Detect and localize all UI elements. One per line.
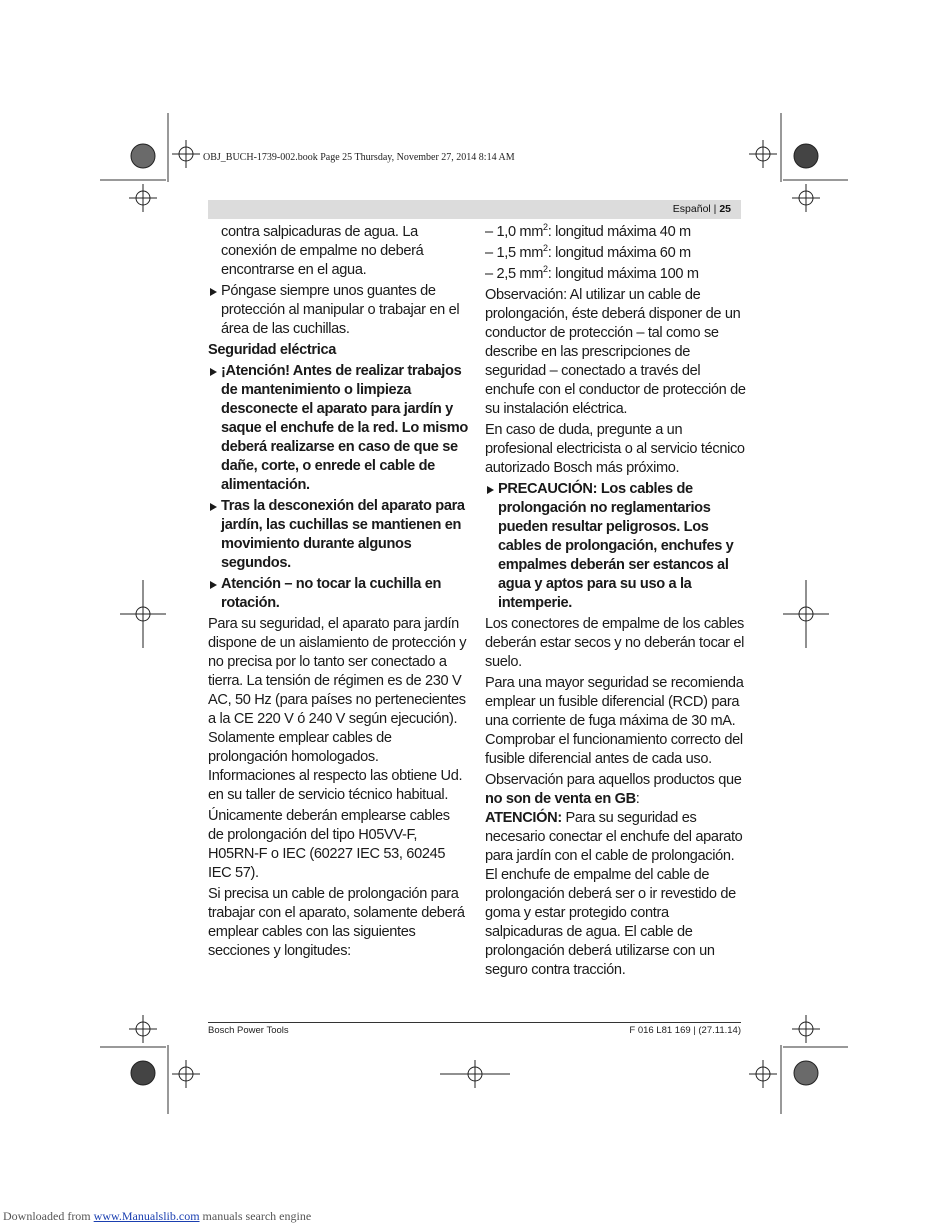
cable-types-paragraph: Únicamente deberán emplearse cables de prolongación del tipo H05VV-F, H05RN-F o IEC (60227 IEC 53, 60245 IEC 57). <box>208 808 450 881</box>
continuation-paragraph: contra salpicaduras de agua. La conexión de empalme no deberá encontrarse en el agua. <box>221 224 424 278</box>
footer-doc-number: F 016 L81 169 | (27.11.14) <box>629 1025 741 1036</box>
gloves-bullet: Póngase siempre unos guantes de protección al manipular o trabajar en el área de las cuchillas. <box>208 282 468 339</box>
extension-observation-paragraph: Observación: Al utilizar un cable de prolongación, éste deberá disponer de un conductor de protección – tal como se describe en las prescripciones de seguridad – conectado a través del enchufe con el conductor de protección de su instalación eléctrica. <box>485 287 746 417</box>
sections-paragraph: Si precisa un cable de prolongación para trabajar con el aparato, solamente deberá emplear cables con las siguientes secciones y longitudes: <box>208 886 465 959</box>
rcd-paragraph: Para una mayor seguridad se recomienda emplear un fusible diferencial (RCD) para una corriente de fuga máxima de 30 mA. Comprobar el funcionamiento correcto del fusible diferencial antes de cada uso. <box>485 675 744 767</box>
attention-paragraph: ATENCIÓN: Para su seguridad es necesario conectar el enchufe del aparato para jardín con el cable de prolongación. El enchufe de empalme del cable de prolongación deberá ser o ir revestido de goma y estar protegido contra salpicaduras de agua. El cable de prolongación deberá utilizarse con un seguro contra tracción. <box>485 810 743 978</box>
book-line: OBJ_BUCH-1739-002.book Page 25 Thursday, November 27, 2014 8:14 AM <box>203 152 515 163</box>
section-item: – 1,0 $mm^2$: longitud máxima 40 m <box>485 222 691 240</box>
safety-paragraph: Para su seguridad, el aparato para jardín dispone de un aislamiento de protección y no precisa por lo tanto ser conectado a tierra. La tensión de régimen es de 230 V AC, 50 Hz (para países no pertenecientes a la CE 220 V ó 240 V según ejecución). Solamente emplear cables de prolongación homologados. Informaciones al respecto las obtiene Ud. en su taller de servicio técnico habitual. <box>208 616 467 803</box>
footer-brand: Bosch Power Tools <box>208 1025 289 1036</box>
footer-divider <box>208 1022 741 1023</box>
gb-observation-paragraph: Observación para aquellos productos que no son de venta en GB: <box>485 772 742 807</box>
section-item: – 2,5 $mm^2$: longitud máxima 100 m <box>485 264 699 282</box>
doubt-paragraph: En caso de duda, pregunte a un profesional electricista o al servicio técnico autorizado Bosch más próximo. <box>485 422 745 476</box>
maintenance-warning-bullet: ¡Atención! Antes de realizar trabajos de mantenimiento o limpieza desconecte el aparato para jardín y saque el enchufe de la red. Lo mismo deberá realizarse en caso de que se dañe, corte, o enrede el cable de alimentación. <box>208 362 468 495</box>
manualslib-link[interactable]: www.Manualslib.com <box>93 1209 200 1223</box>
caution-bullet: PRECAUCIÓN: Los cables de prolongación no reglamentarios pueden resultar peligrosos. Los cables de prolongación, enchufes y empalmes deberán ser estancos al agua y aptos para su uso a la intemperie. <box>485 480 747 613</box>
disconnect-warning-bullet: Tras la desconexión del aparato para jardín, las cuchillas se mantienen en movimiento durante algunos segundos. <box>208 497 468 573</box>
page-header-bar <box>208 200 741 219</box>
connectors-paragraph: Los conectores de empalme de los cables deberán estar secos y no deberán tocar el suelo. <box>485 616 745 670</box>
section-item: – 1,5 $mm^2$: longitud máxima 60 m <box>485 243 691 261</box>
header-language: Español <box>672 203 711 215</box>
section-heading-electric: Seguridad eléctrica <box>208 342 336 358</box>
header-separator: | <box>710 203 720 215</box>
right-column <box>485 223 747 982</box>
page-header <box>673 203 731 215</box>
left-column <box>208 223 468 963</box>
download-notice: Downloaded from www.Manualslib.com manuals search engine <box>3 1209 312 1223</box>
no-touch-warning-bullet: Atención – no tocar la cuchilla en rotación. <box>208 575 468 613</box>
page-number: 25 <box>719 203 731 215</box>
